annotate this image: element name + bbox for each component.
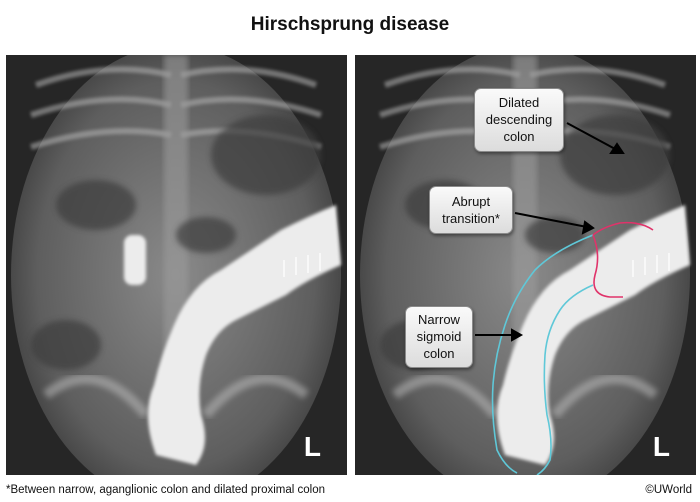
figure-title: Hirschsprung disease: [250, 14, 450, 35]
xray-image-left: [6, 55, 347, 475]
copyright: ©UWorld: [645, 484, 692, 496]
side-marker-left: L: [303, 431, 321, 462]
callout-narrow-sigmoid-colon: Narrow sigmoid colon: [405, 306, 473, 368]
callout-abrupt-transition: Abrupt transition*: [429, 186, 513, 234]
footnote: *Between narrow, aganglionic colon and dilated proximal colon: [6, 484, 326, 496]
side-marker-right: L: [652, 431, 670, 462]
xray-panel-left: [6, 55, 347, 475]
callout-dilated-descending-colon: Dilated descending colon: [474, 88, 564, 152]
